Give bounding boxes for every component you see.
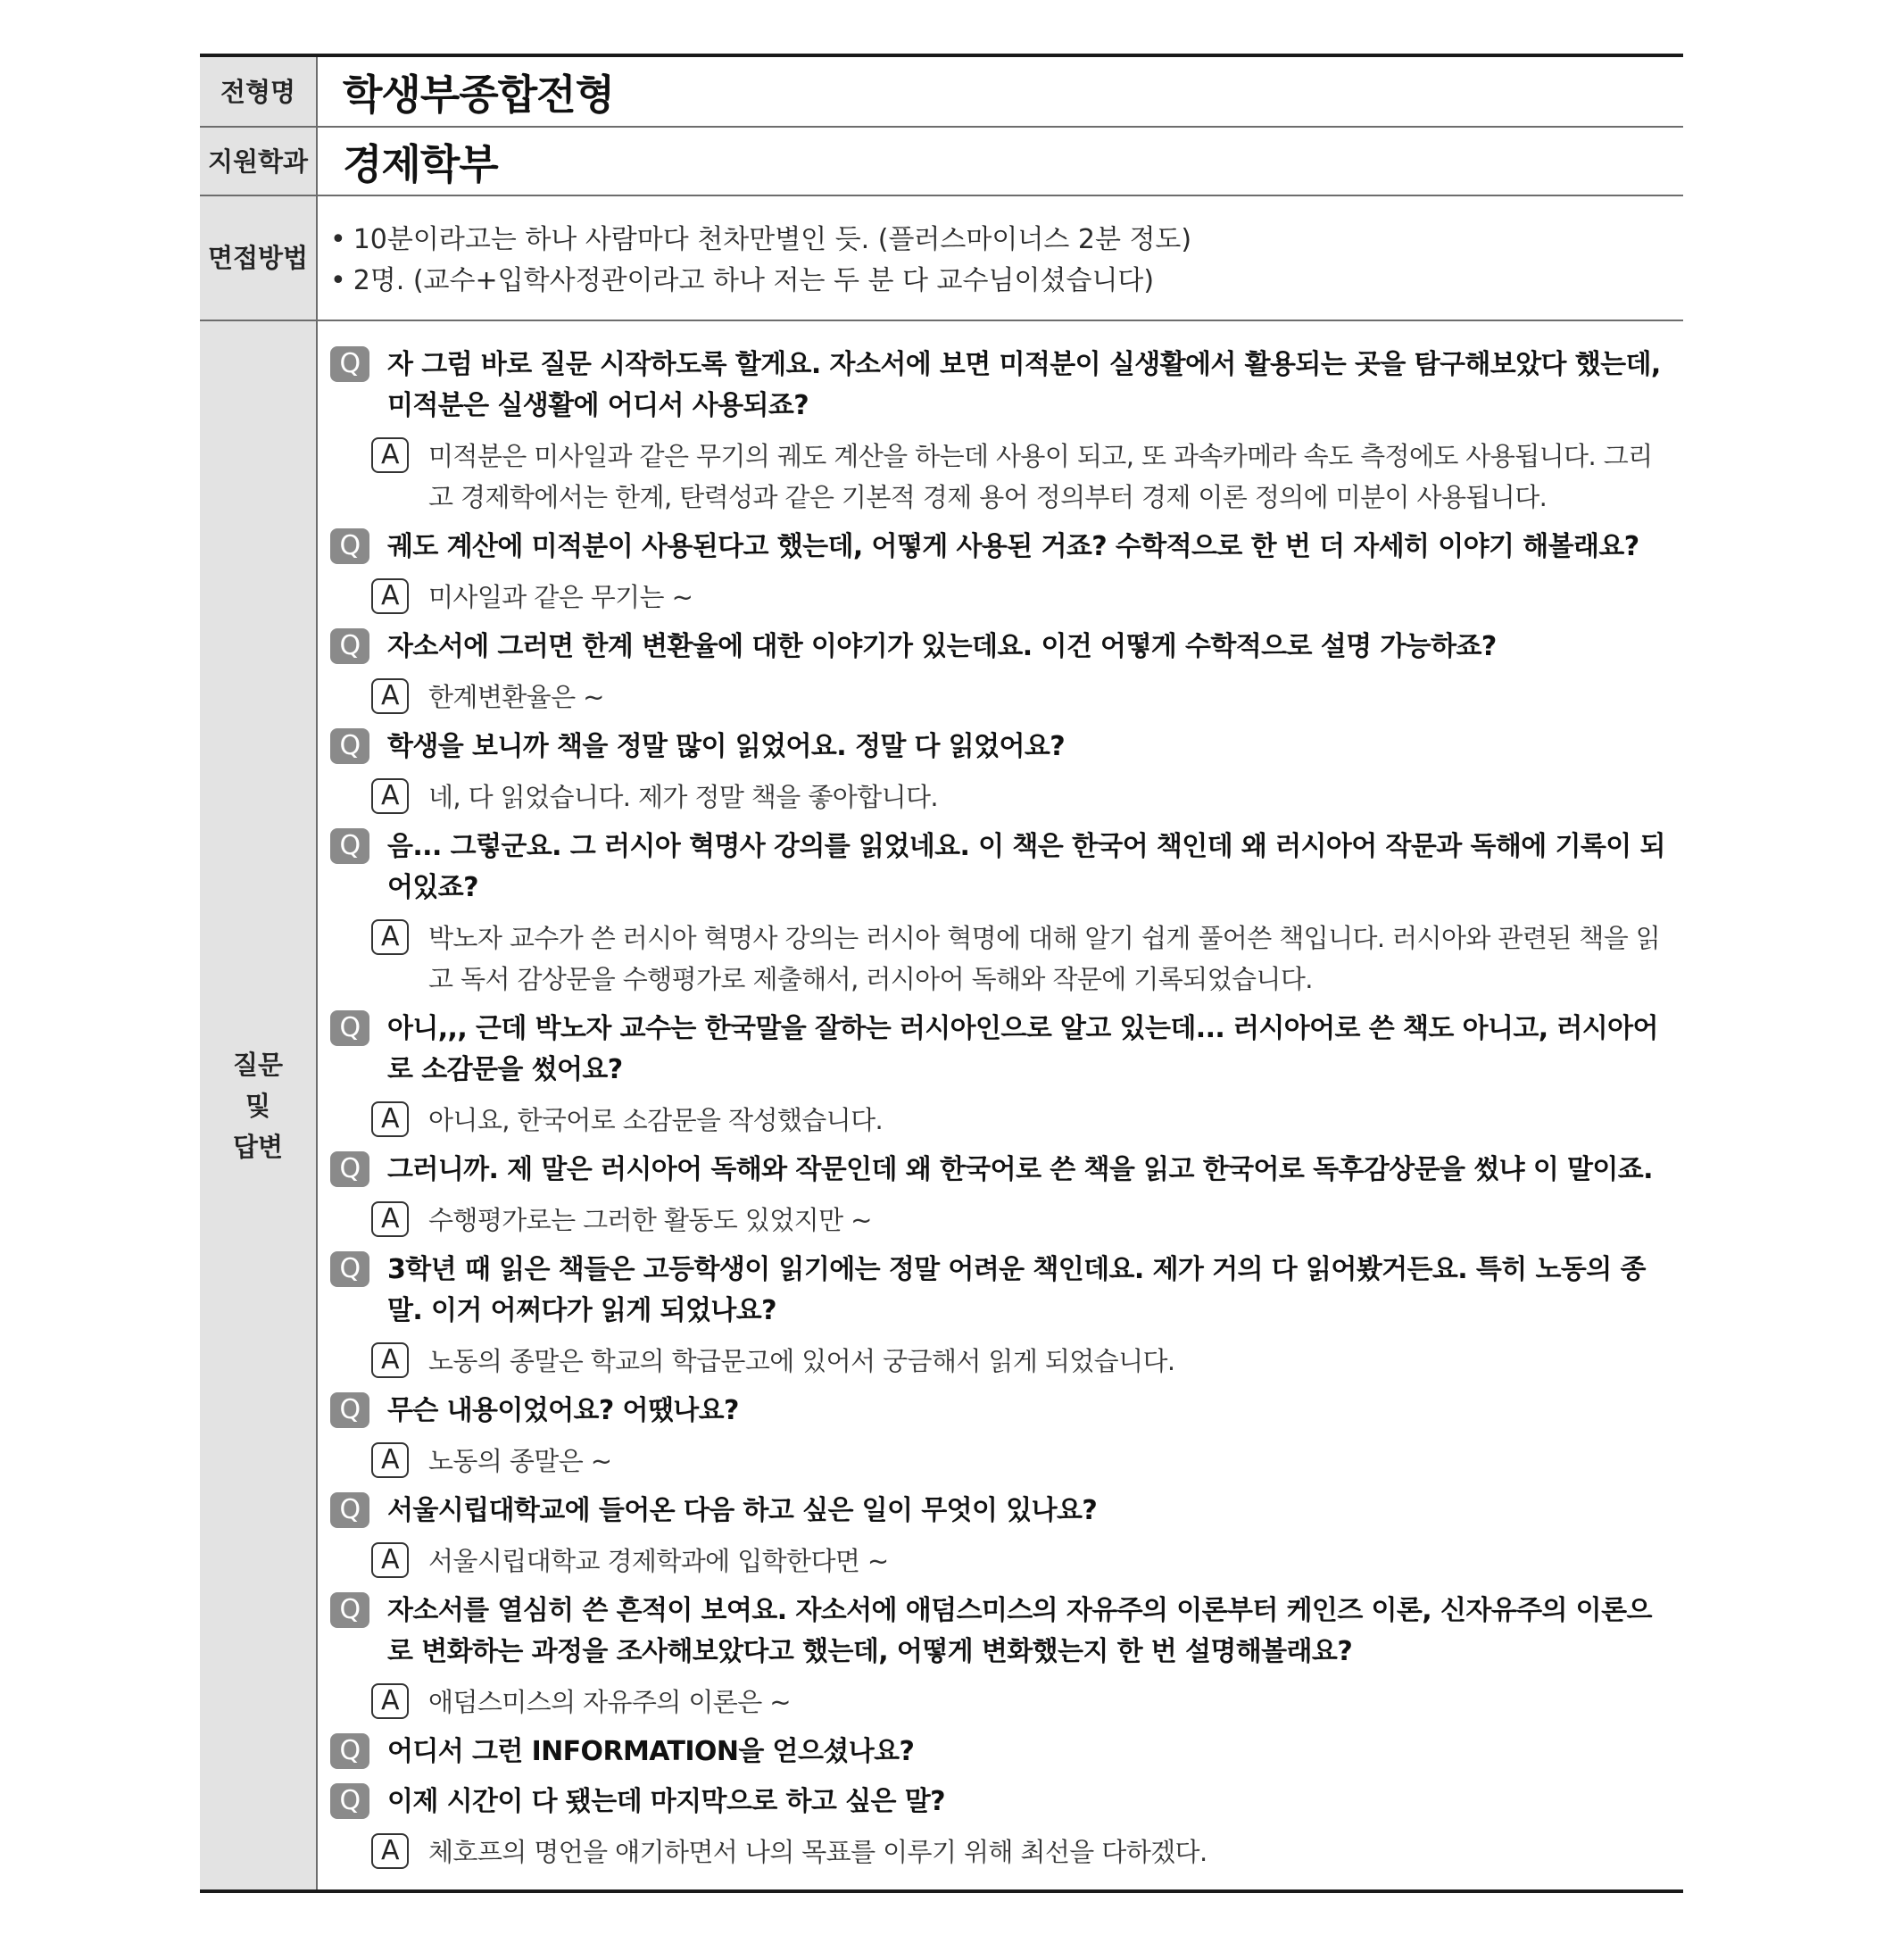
question-icon: Q (330, 1733, 369, 1769)
question-item (330, 826, 1667, 909)
department-row (200, 128, 1683, 196)
question-icon: Q (330, 1010, 369, 1046)
question-icon: Q (330, 1151, 369, 1187)
question-item (330, 1732, 1667, 1773)
question-item (330, 1781, 1667, 1823)
answer-text: 수행평가로는 그러한 활동도 있었지만 ~ (428, 1205, 872, 1235)
answer-icon: A (371, 1542, 409, 1578)
answer-item (330, 677, 1667, 718)
question-text: 무슨 내용이었어요? 어땠나요? (387, 1395, 739, 1426)
answer-icon: A (371, 919, 409, 955)
question-icon: Q (330, 1392, 369, 1428)
answer-text: 노동의 종말은 ~ (428, 1446, 612, 1476)
interview-table (200, 54, 1683, 1893)
question-icon: Q (330, 728, 369, 764)
question-text: 서울시립대학교에 들어온 다음 하고 싶은 일이 무엇이 있나요? (387, 1495, 1098, 1526)
answer-item (330, 1200, 1667, 1241)
answer-icon: A (371, 678, 409, 714)
qa-row (200, 321, 1683, 1889)
answer-text: 애덤스미스의 자유주의 이론은 ~ (428, 1687, 791, 1717)
question-text: 이제 시간이 다 됐는데 마지막으로 하고 싶은 말? (387, 1786, 945, 1817)
answer-icon: A (371, 578, 409, 614)
question-text: 그러니까. 제 말은 러시아어 독해와 작문인데 왜 한국어로 쓴 책을 읽고 한국어로 독후감상문을 썼냐 이 말이죠. (387, 1154, 1653, 1185)
answer-icon: A (371, 437, 409, 473)
admission-label: 전형명 (200, 57, 318, 126)
admission-value: 학생부종합전형 (343, 70, 615, 119)
question-icon: Q (330, 1492, 369, 1528)
qa-label (200, 321, 318, 1889)
answer-icon: A (371, 1201, 409, 1237)
qa-label-line: 답변 (232, 1131, 284, 1162)
question-text: 자소서를 열심히 쓴 흔적이 보여요. 자소서에 애덤스미스의 자유주의 이론부터 케인즈 이론, 신자유주의 이론으로 변화하는 과정을 조사해보았다고 했는데, 어떻게 변화했는지 한 번 설명해볼래요? (387, 1595, 1652, 1667)
answer-icon: A (371, 1442, 409, 1478)
question-item (330, 1009, 1667, 1091)
answer-icon: A (371, 778, 409, 814)
answer-item (330, 436, 1667, 518)
question-icon: Q (330, 828, 369, 864)
question-icon: Q (330, 628, 369, 664)
method-list (330, 220, 1191, 302)
question-item (330, 1590, 1667, 1673)
answer-text: 미사일과 같은 무기는 ~ (428, 582, 693, 612)
question-icon: Q (330, 1592, 369, 1628)
question-text: 음... 그렇군요. 그 러시아 혁명사 강의를 읽었네요. 이 책은 한국어 책인데 왜 러시아어 작문과 독해에 기록이 되어있죠? (387, 831, 1665, 903)
question-item (330, 1391, 1667, 1432)
department-value: 경제학부 (343, 139, 498, 188)
question-text: 자소서에 그러면 한계 변환율에 대한 이야기가 있는데요. 이건 어떻게 수학적으로 설명 가능하죠? (387, 631, 1497, 662)
answer-text: 한계변환율은 ~ (428, 682, 604, 712)
qa-label-line: 및 (245, 1090, 270, 1121)
answer-icon: A (371, 1342, 409, 1378)
answer-item (330, 1541, 1667, 1582)
method-item: • 10분이라고는 하나 사람마다 천차만별인 듯. (플러스마이너스 2분 정도) (330, 220, 1191, 261)
question-text: 3학년 때 읽은 책들은 고등학생이 읽기에는 정말 어려운 책인데요. 제가 거의 다 읽어봤거든요. 특히 노동의 종말. 이거 어쩌다가 읽게 되었나요? (387, 1254, 1646, 1326)
question-item (330, 1491, 1667, 1532)
question-text: 자 그럼 바로 질문 시작하도록 할게요. 자소서에 보면 미적분이 실생활에서 활용되는 곳을 탐구해보았다 했는데, 미적분은 실생활에 어디서 사용되죠? (387, 349, 1661, 421)
method-row (200, 196, 1683, 321)
question-item (330, 1250, 1667, 1332)
answer-item (330, 1341, 1667, 1382)
question-text: 학생을 보니까 책을 정말 많이 읽었어요. 정말 다 읽었어요? (387, 731, 1066, 762)
answer-text: 미적분은 미사일과 같은 무기의 궤도 계산을 하는데 사용이 되고, 또 과속카메라 속도 측정에도 사용됩니다. 그리고 경제학에서는 한계, 탄력성과 같은 기본적 경제 용어 정의부터 경제 이론 정의에 미분이 사용됩니다. (428, 441, 1653, 512)
answer-text: 아니요, 한국어로 소감문을 작성했습니다. (428, 1105, 884, 1135)
answer-item (330, 1831, 1667, 1873)
answer-icon: A (371, 1101, 409, 1137)
question-icon: Q (330, 1251, 369, 1287)
answer-item (330, 577, 1667, 618)
admission-row (200, 57, 1683, 128)
department-label: 지원학과 (200, 128, 318, 195)
answer-item (330, 777, 1667, 818)
question-item (330, 1150, 1667, 1191)
question-item (330, 345, 1667, 427)
answer-item (330, 918, 1667, 1000)
answer-text: 서울시립대학교 경제학과에 입학한다면 ~ (428, 1546, 889, 1576)
answer-icon: A (371, 1683, 409, 1719)
question-icon: Q (330, 1783, 369, 1819)
answer-text: 박노자 교수가 쓴 러시아 혁명사 강의는 러시아 혁명에 대해 알기 쉽게 풀어쓴 책입니다. 러시아와 관련된 책을 읽고 독서 감상문을 수행평가로 제출해서, 러시아어 독해와 작문에 기록되었습니다. (428, 923, 1661, 994)
question-item (330, 727, 1667, 768)
answer-item (330, 1100, 1667, 1141)
question-item (330, 527, 1667, 568)
question-icon: Q (330, 528, 369, 564)
answer-text: 노동의 종말은 학교의 학급문고에 있어서 궁금해서 읽게 되었습니다. (428, 1346, 1175, 1376)
answer-item (330, 1682, 1667, 1723)
answer-text: 체호프의 명언을 얘기하면서 나의 목표를 이루기 위해 최선을 다하겠다. (428, 1837, 1207, 1867)
question-text: 어디서 그런 INFORMATION을 얻으셨나요? (387, 1736, 915, 1767)
method-item: • 2명. (교수+입학사정관이라고 하나 저는 두 분 다 교수님이셨습니다) (330, 261, 1191, 302)
question-text: 아니,,, 근데 박노자 교수는 한국말을 잘하는 러시아인으로 알고 있는데... 러시아어로 쓴 책도 아니고, 러시아어로 소감문을 썼어요? (387, 1013, 1658, 1085)
qa-label-line: 질문 (232, 1049, 284, 1080)
method-label: 면접방법 (200, 196, 318, 320)
question-text: 궤도 계산에 미적분이 사용된다고 했는데, 어떻게 사용된 거죠? 수학적으로 한 번 더 자세히 이야기 해볼래요? (387, 531, 1639, 562)
answer-icon: A (371, 1833, 409, 1869)
answer-text: 네, 다 읽었습니다. 제가 정말 책을 좋아합니다. (428, 782, 939, 812)
answer-item (330, 1441, 1667, 1482)
question-icon: Q (330, 346, 369, 382)
question-item (330, 627, 1667, 668)
qa-list (330, 345, 1667, 1873)
